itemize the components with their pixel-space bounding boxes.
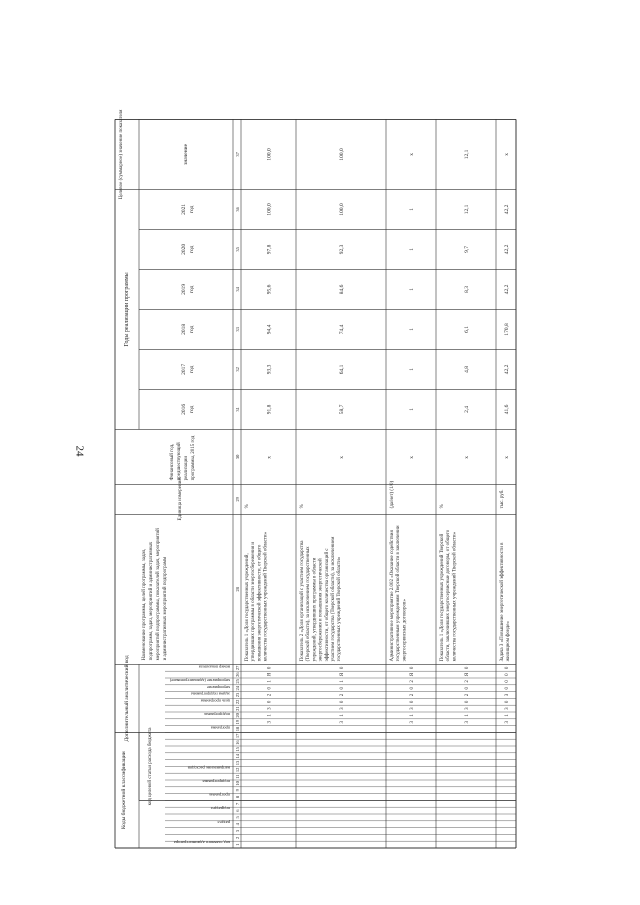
header-analytic-code: мероприятие (административное) (169, 678, 230, 683)
col-number: 17 (235, 733, 240, 739)
row-value: 97,8 (266, 244, 273, 255)
col-number: 22 (235, 699, 240, 705)
col-number: 13 (235, 760, 240, 766)
col-number: 30 (235, 454, 240, 460)
row-code: 3 (267, 720, 273, 724)
header-name: подпрограмм, задач, мероприятий и административных (149, 541, 154, 661)
row-code: 1 (267, 714, 273, 717)
row-code: 3 (465, 707, 470, 710)
row-code: 0 (410, 686, 415, 690)
row-name: государственных учреждений Тверской области» (337, 556, 343, 662)
row-name: Задача 3 «Повышение энергетической эффективности в (500, 542, 505, 662)
header-fin-year: реализации (184, 455, 189, 481)
row-name: количества государственных учреждений Тверской области» (452, 531, 458, 662)
col-number: 31 (235, 407, 240, 412)
row-value: 12,1 (464, 204, 470, 215)
col-number: 25 (235, 679, 240, 684)
header-code: код главного администратора (173, 840, 230, 846)
header-years: Годы реализации программы (124, 272, 130, 347)
col-number: 23 (235, 692, 240, 698)
row-value: 91,8 (266, 404, 273, 415)
row-code: 0 (267, 700, 273, 704)
row-value: 6,1 (464, 325, 470, 333)
row-code: 0 (505, 680, 510, 683)
col-number: 32 (235, 367, 240, 372)
header-code: раздел (217, 819, 230, 825)
row-name: количества государственных учреждений Тверской области» (263, 531, 269, 662)
row-code: 2 (410, 693, 415, 697)
col-number: 1 (235, 843, 240, 846)
header-fin-year: программы, 2015 год (191, 435, 196, 481)
col-number: 6 (235, 809, 240, 812)
row-value: 58,7 (339, 404, 345, 415)
table-body (115, 109, 516, 848)
row-code: 1 (465, 714, 470, 717)
row-code: 0 (340, 700, 345, 704)
header-target: Целевое (суммарное) значение показателя (119, 109, 124, 200)
row-value: 94,4 (266, 324, 273, 335)
row-name: энергосервисных договоров» (402, 599, 408, 662)
row-code: 0 (340, 666, 345, 670)
row-code: 1 (340, 714, 345, 717)
col-number: 26 (235, 672, 240, 677)
row-target: 12,1 (464, 149, 470, 160)
row-code: Я (465, 672, 470, 677)
row-name: государственным учреждениям Тверской области в заключении (396, 525, 402, 662)
row-value: 42,2 (504, 204, 510, 215)
header-year_2018: 2018 (181, 323, 187, 335)
row-code: 0 (505, 700, 510, 704)
row-value: 74,4 (339, 324, 345, 335)
header-fin-year: предшествующий (177, 442, 182, 481)
row-name: области, заключивших энергосервисные договоры, от общего (446, 529, 452, 662)
row-value: 64,1 (339, 364, 345, 375)
col-number: 11 (235, 774, 240, 779)
row-name: участием государства (Тверской области), за исключением (331, 536, 336, 662)
row-code: Я (410, 672, 415, 677)
row-code: 1 (267, 680, 273, 683)
row-fin: x (504, 456, 510, 459)
row-value: 42,2 (504, 244, 510, 255)
row-code: 0 (465, 700, 470, 704)
row-value: 95,6 (266, 284, 273, 295)
row-value: 100,0 (339, 203, 345, 216)
row-value: 93,3 (266, 364, 273, 375)
col-number: 7 (235, 802, 240, 805)
row-code: 0 (410, 700, 415, 704)
row-code: 0 (505, 686, 510, 690)
row-value: 4,8 (464, 365, 470, 373)
row-value: 42,2 (504, 284, 510, 295)
row-name: эффективности, от общего количества организаций с (324, 548, 330, 662)
header-budget: Коды бюджетной классификации (121, 751, 127, 830)
row-code: 0 (505, 666, 510, 670)
col-number: 28 (235, 587, 240, 592)
row-value: 9,7 (464, 245, 470, 253)
header-name: и административных мероприятий подпрограмм (163, 556, 168, 661)
col-number: 27 (235, 665, 240, 671)
col-number: 34 (235, 287, 240, 292)
row-code: 0 (340, 686, 345, 690)
header-analytic-code: программа (210, 725, 230, 731)
col-number: 36 (235, 207, 240, 212)
row-name: жилищном фонде» (506, 621, 512, 662)
header-year_2021: 2021 (181, 203, 187, 215)
row-fin: x (339, 456, 345, 459)
row-code: 0 (465, 666, 470, 670)
row-value: 2,4 (464, 405, 470, 413)
row-value: 8,3 (464, 285, 470, 293)
row-code: 0 (505, 673, 510, 676)
row-value: 1 (409, 328, 415, 331)
row-code: 2 (410, 680, 415, 683)
col-number: 37 (235, 152, 240, 157)
row-code: 1 (505, 714, 510, 717)
col-number: 14 (235, 753, 240, 759)
row-name: Показатель 1 «Доля государственных учреждений, (245, 553, 250, 662)
col-number: 8 (235, 795, 240, 799)
row-code: Я (267, 672, 273, 677)
col-number: 35 (235, 247, 240, 252)
col-number: 4 (235, 823, 240, 826)
page-number: 24 (73, 445, 86, 457)
row-code: 3 (465, 720, 470, 724)
row-target: x (504, 153, 510, 156)
row-value: 1 (409, 208, 415, 211)
row-name: (Тверской области), за исключением государственных (306, 546, 312, 662)
header-target-value: значение (183, 143, 189, 165)
header-year_2020-word: год (189, 245, 195, 254)
col-number: 20 (235, 713, 240, 718)
row-code: 0 (267, 686, 273, 690)
header-name: Наименование программы, целей программы, задач, (142, 548, 147, 661)
col-number: 5 (235, 816, 240, 819)
header-expense-article: код целевой статьи расхода бюджета (148, 727, 153, 806)
header-unit: Единица измерения (178, 478, 183, 521)
row-code: 3 (410, 720, 415, 724)
row-value: 1 (409, 288, 415, 291)
row-value: 170,8 (504, 323, 510, 336)
col-number: 9 (235, 789, 240, 792)
header-year_2017-word: год (189, 365, 195, 374)
row-code: 3 (410, 707, 415, 710)
row-value: 41,6 (504, 404, 510, 415)
row-code: 3 (267, 707, 273, 710)
row-code: 1 (340, 680, 345, 683)
row-target: 100,0 (266, 148, 273, 161)
row-value: 84,6 (339, 284, 345, 295)
header-year_2018-word: год (189, 325, 195, 334)
row-code: 2 (465, 693, 470, 697)
row-code: 1 (410, 714, 415, 717)
row-fin: x (409, 456, 415, 459)
header-year_2021-word: год (189, 205, 195, 214)
col-number: 16 (235, 740, 240, 745)
row-name: утвердивших программы в области энергосбережения и (251, 541, 257, 662)
row-unit: тыс. руб. (500, 489, 505, 509)
header-analytic-code: номер показателя (198, 664, 230, 670)
col-number: 21 (235, 706, 240, 711)
header-code: программа (209, 792, 230, 798)
row-code: 2 (267, 693, 273, 697)
row-code: 3 (505, 693, 510, 697)
header-code: подпрограмма (202, 779, 230, 784)
row-name: энергосбережения и повышения энергетической (318, 558, 324, 662)
row-target: 100,0 (339, 148, 345, 161)
row-unit: % (300, 504, 305, 509)
header-year_2019-word: год (189, 285, 195, 294)
header-code: подраздел (210, 806, 230, 812)
col-number: 19 (235, 719, 240, 725)
col-number: 2 (235, 836, 240, 839)
col-number: 3 (235, 829, 240, 833)
header-name: мероприятий подпрограммы, показателей задач, мероприятий (156, 528, 161, 661)
row-code: 3 (505, 707, 510, 710)
header-fin-year: Финансовый год, (170, 443, 175, 481)
row-code: 0 (465, 686, 470, 690)
row-value: 1 (409, 368, 415, 371)
header-year_2019: 2019 (181, 283, 187, 295)
row-code: Я (340, 672, 345, 677)
row-name: повышения энергетической эффективности, от общего (257, 544, 263, 662)
col-number: 12 (235, 767, 240, 773)
header-analytic-code: задача подпрограммы (191, 691, 230, 697)
header-year_2016: 2016 (181, 403, 187, 415)
col-number: 18 (235, 726, 240, 732)
row-code: 0 (410, 666, 415, 670)
row-target: x (409, 153, 415, 156)
row-fin: x (266, 456, 273, 459)
row-value: 1 (409, 408, 415, 411)
header-analytic: Дополнительный аналитический код (124, 655, 130, 742)
row-code: 2 (465, 680, 470, 683)
col-number: 33 (235, 327, 240, 332)
header-year_2016-word: год (189, 405, 195, 414)
row-fin: x (464, 456, 470, 459)
row-name: Показатель 2 «Доля организаций с участием государства (300, 540, 305, 662)
row-value: 92,3 (339, 244, 345, 255)
row-code: 3 (340, 707, 345, 710)
row-code: 2 (340, 693, 345, 697)
header-year_2020: 2020 (181, 243, 187, 255)
row-name: учреждений, утвердивших программы в области (312, 557, 318, 662)
row-unit: % (440, 504, 445, 509)
row-code: 0 (267, 666, 273, 670)
row-value: 1 (409, 248, 415, 251)
row-unit: % (245, 504, 250, 509)
header-analytic-code: мероприятие (206, 684, 230, 690)
header-year_2017: 2017 (181, 363, 187, 375)
row-code: 3 (340, 720, 345, 724)
row-value: 42,2 (504, 364, 510, 375)
row-unit: (да/нет) (1/0) (390, 480, 395, 509)
col-number: 10 (235, 781, 240, 786)
row-code: 3 (505, 720, 510, 724)
header-analytic-code: подпрограмма (204, 712, 230, 717)
col-number: 24 (235, 685, 240, 691)
header-code: направление расходов (187, 765, 230, 771)
row-name: Показатель 1 «Доля государственных учреждений Тверской (440, 533, 445, 662)
row-value: 100,0 (266, 203, 273, 216)
col-number: 29 (235, 497, 240, 502)
col-number: 15 (235, 747, 240, 752)
row-name: Административное мероприятие 2.002 «Оказание содействия (390, 530, 395, 662)
header-analytic-code: цель программы (200, 698, 230, 704)
